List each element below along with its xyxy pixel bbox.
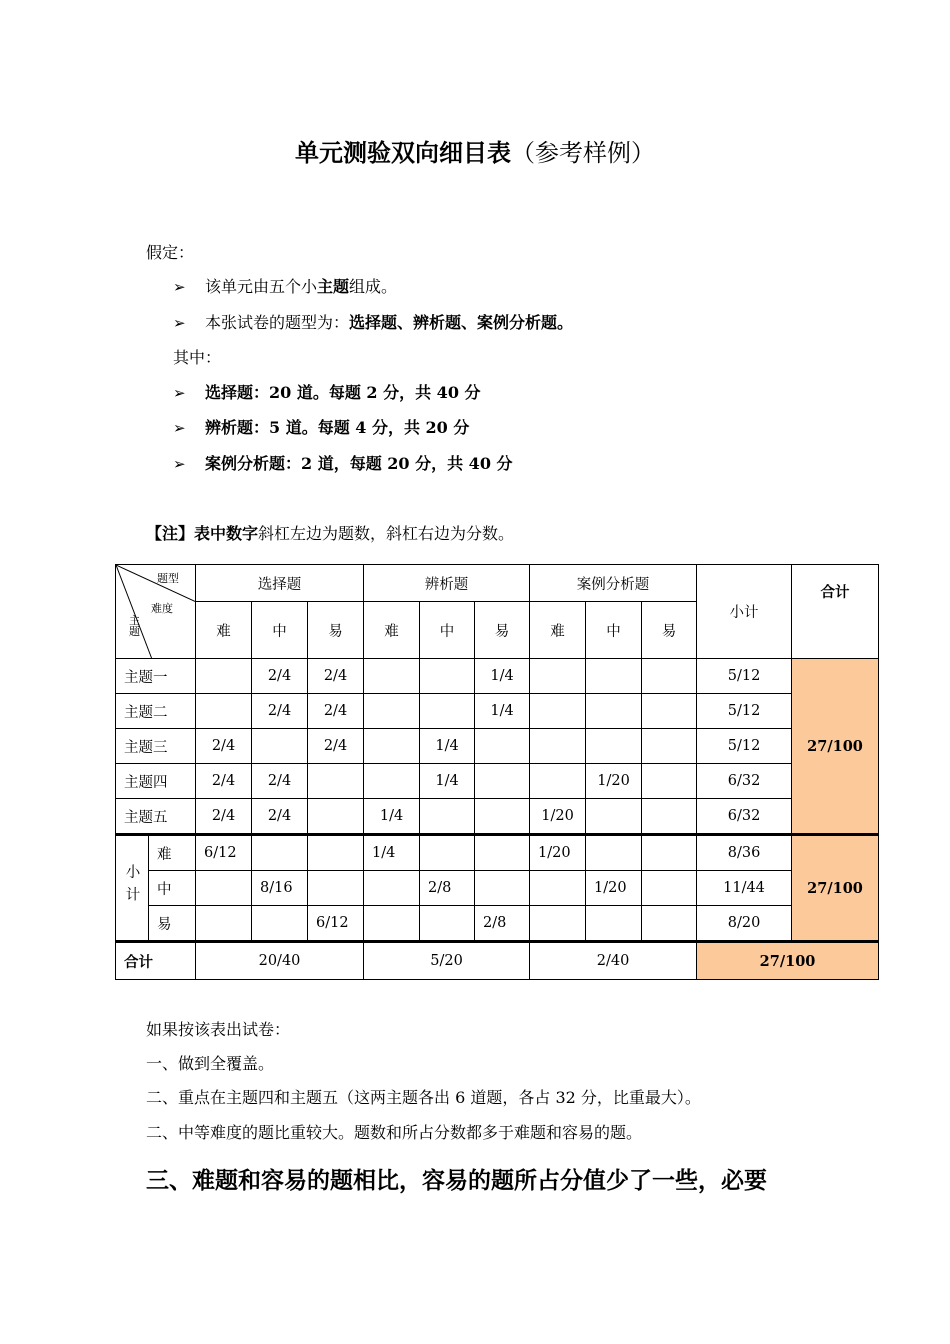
table-cell: 2/4 — [308, 694, 364, 729]
total-row-label: 合计 — [116, 942, 196, 980]
conclusion-point: 二、重点在主题四和主题五（这两主题各出 6 道题，各占 32 分，比重最大）。 — [146, 1088, 701, 1107]
table-cell: 1/4 — [475, 694, 530, 729]
table-cell — [642, 835, 697, 871]
table-cell: 1/20 — [530, 835, 586, 871]
level-label: 难 — [149, 835, 196, 871]
table-cell — [586, 835, 642, 871]
table-row — [116, 799, 879, 835]
table-cell — [196, 871, 252, 906]
table-cell: 2/4 — [252, 694, 308, 729]
table-cell — [308, 764, 364, 799]
detail-item: ➢ 案例分析题：2 道，每题 20 分，共 40 分 — [173, 454, 513, 473]
type-header: 辨析题 — [364, 565, 530, 602]
level-header: 易 — [642, 602, 697, 659]
row-subtotal: 8/20 — [697, 906, 792, 942]
topic-label: 主题二 — [116, 694, 196, 729]
table-cell: 1/4 — [420, 764, 475, 799]
table-cell — [642, 799, 697, 835]
table-cell: 1/4 — [364, 835, 420, 871]
topic-label: 主题四 — [116, 764, 196, 799]
topic-label: 主题五 — [116, 799, 196, 835]
table-cell — [530, 659, 586, 694]
assumption-item: ➢ 本张试卷的题型为：选择题、辨析题、案例分析题。 — [173, 313, 574, 332]
table-cell — [475, 799, 530, 835]
table-cell — [530, 729, 586, 764]
table-cell: 2/4 — [308, 659, 364, 694]
assumption-label: 假定： — [146, 243, 195, 262]
table-cell: 2/8 — [420, 871, 475, 906]
conclusion-point: 一、做到全覆盖。 — [146, 1054, 275, 1073]
table-cell — [642, 764, 697, 799]
detail-item: ➢ 辨析题：5 道。每题 4 分，共 20 分 — [173, 418, 470, 437]
table-cell: 2/8 — [475, 906, 530, 942]
level-label: 中 — [149, 871, 196, 906]
corner-topic-label: 主题 — [129, 614, 140, 638]
level-header: 难 — [530, 602, 586, 659]
subtotal-row-label: 小计 — [116, 835, 149, 942]
row-subtotal: 6/32 — [697, 799, 792, 835]
topic-label: 主题一 — [116, 659, 196, 694]
table-row — [116, 835, 879, 871]
arrow-bullet-icon: ➢ — [173, 455, 186, 473]
table-cell — [196, 906, 252, 942]
conclusion-heading: 三、难题和容易的题相比，容易的题所占分值少了一些，必要 — [146, 1168, 767, 1194]
specification-table — [115, 564, 879, 980]
table-cell — [196, 659, 252, 694]
type-total: 20/40 — [196, 942, 364, 980]
table-cell — [475, 764, 530, 799]
assumption-item: ➢ 该单元由五个小主题组成。 — [173, 277, 398, 296]
table-cell — [642, 694, 697, 729]
type-total: 2/40 — [530, 942, 697, 980]
table-cell — [530, 764, 586, 799]
level-label: 易 — [149, 906, 196, 942]
table-cell — [308, 871, 364, 906]
corner-type-label: 题型 — [157, 572, 179, 585]
table-cell — [475, 871, 530, 906]
table-cell — [530, 871, 586, 906]
level-header: 中 — [252, 602, 308, 659]
table-cell — [364, 764, 420, 799]
row-subtotal: 5/12 — [697, 694, 792, 729]
level-header: 中 — [586, 602, 642, 659]
table-cell — [308, 835, 364, 871]
grand-total: 27/100 — [697, 942, 879, 980]
among-label: 其中： — [173, 348, 222, 367]
row-subtotal: 5/12 — [697, 659, 792, 694]
table-cell: 2/4 — [308, 729, 364, 764]
table-cell: 2/4 — [196, 764, 252, 799]
arrow-bullet-icon: ➢ — [173, 419, 186, 437]
table-cell — [642, 729, 697, 764]
table-cell: 1/20 — [586, 871, 642, 906]
corner-difficulty-label: 难度 — [151, 602, 173, 615]
table-cell — [364, 729, 420, 764]
table-cell — [364, 659, 420, 694]
table-cell — [252, 906, 308, 942]
table-cell: 2/4 — [252, 659, 308, 694]
table-cell — [308, 799, 364, 835]
table-row — [116, 729, 879, 764]
table-cell — [420, 835, 475, 871]
row-subtotal: 8/36 — [697, 835, 792, 871]
conclusion-point: 二、中等难度的题比重较大。题数和所占分数都多于难题和容易的题。 — [146, 1123, 643, 1142]
table-cell: 1/20 — [586, 764, 642, 799]
level-header: 难 — [364, 602, 420, 659]
table-cell — [364, 694, 420, 729]
type-total: 5/20 — [364, 942, 530, 980]
topics-total: 27/100 — [792, 659, 879, 835]
subtotal-col-header: 小计 — [697, 565, 792, 659]
total-col-header: 合计 — [792, 565, 879, 659]
table-row — [116, 694, 879, 729]
table-cell: 1/20 — [530, 799, 586, 835]
table-cell — [475, 729, 530, 764]
table-cell — [420, 659, 475, 694]
levels-total: 27/100 — [792, 835, 879, 942]
topic-label: 主题三 — [116, 729, 196, 764]
table-cell: 2/4 — [252, 799, 308, 835]
table-cell — [252, 835, 308, 871]
table-cell: 1/4 — [420, 729, 475, 764]
table-cell: 2/4 — [196, 799, 252, 835]
table-cell — [586, 659, 642, 694]
arrow-bullet-icon: ➢ — [173, 278, 186, 296]
table-cell: 1/4 — [364, 799, 420, 835]
table-cell — [420, 694, 475, 729]
type-header: 选择题 — [196, 565, 364, 602]
table-cell — [642, 906, 697, 942]
table-note: 【注】表中数字斜杠左边为题数，斜杠右边为分数。 — [146, 524, 515, 543]
table-cell — [475, 835, 530, 871]
table-cell — [530, 694, 586, 729]
conclusion-intro: 如果按该表出试卷： — [146, 1020, 291, 1039]
row-subtotal: 6/32 — [697, 764, 792, 799]
row-subtotal: 11/44 — [697, 871, 792, 906]
table-cell — [364, 906, 420, 942]
table-cell: 6/12 — [196, 835, 252, 871]
table-cell: 6/12 — [308, 906, 364, 942]
detail-item: ➢ 选择题：20 道。每题 2 分，共 40 分 — [173, 383, 481, 402]
table-row — [116, 871, 879, 906]
table-cell — [642, 659, 697, 694]
table-cell — [586, 694, 642, 729]
type-header: 案例分析题 — [530, 565, 697, 602]
table-cell — [642, 871, 697, 906]
table-cell — [530, 906, 586, 942]
table-row — [116, 942, 879, 980]
table-cell — [586, 906, 642, 942]
row-subtotal: 5/12 — [697, 729, 792, 764]
table-corner — [116, 565, 196, 659]
table-cell: 2/4 — [196, 729, 252, 764]
arrow-bullet-icon: ➢ — [173, 314, 186, 332]
title-sub: （参考样例） — [511, 139, 655, 167]
table-row — [116, 764, 879, 799]
table-cell — [586, 799, 642, 835]
table-cell — [420, 906, 475, 942]
table-cell — [364, 871, 420, 906]
level-header: 难 — [196, 602, 252, 659]
table-cell — [420, 799, 475, 835]
table-cell: 2/4 — [252, 764, 308, 799]
table-row — [116, 659, 879, 694]
table-cell — [196, 694, 252, 729]
table-cell: 1/4 — [475, 659, 530, 694]
level-header: 易 — [475, 602, 530, 659]
table-cell — [252, 729, 308, 764]
table-cell — [586, 729, 642, 764]
level-header: 中 — [420, 602, 475, 659]
arrow-bullet-icon: ➢ — [173, 384, 186, 402]
title-main: 单元测验双向细目表 — [295, 139, 511, 167]
table-cell: 8/16 — [252, 871, 308, 906]
table-row — [116, 906, 879, 942]
page-title — [0, 133, 950, 168]
level-header: 易 — [308, 602, 364, 659]
